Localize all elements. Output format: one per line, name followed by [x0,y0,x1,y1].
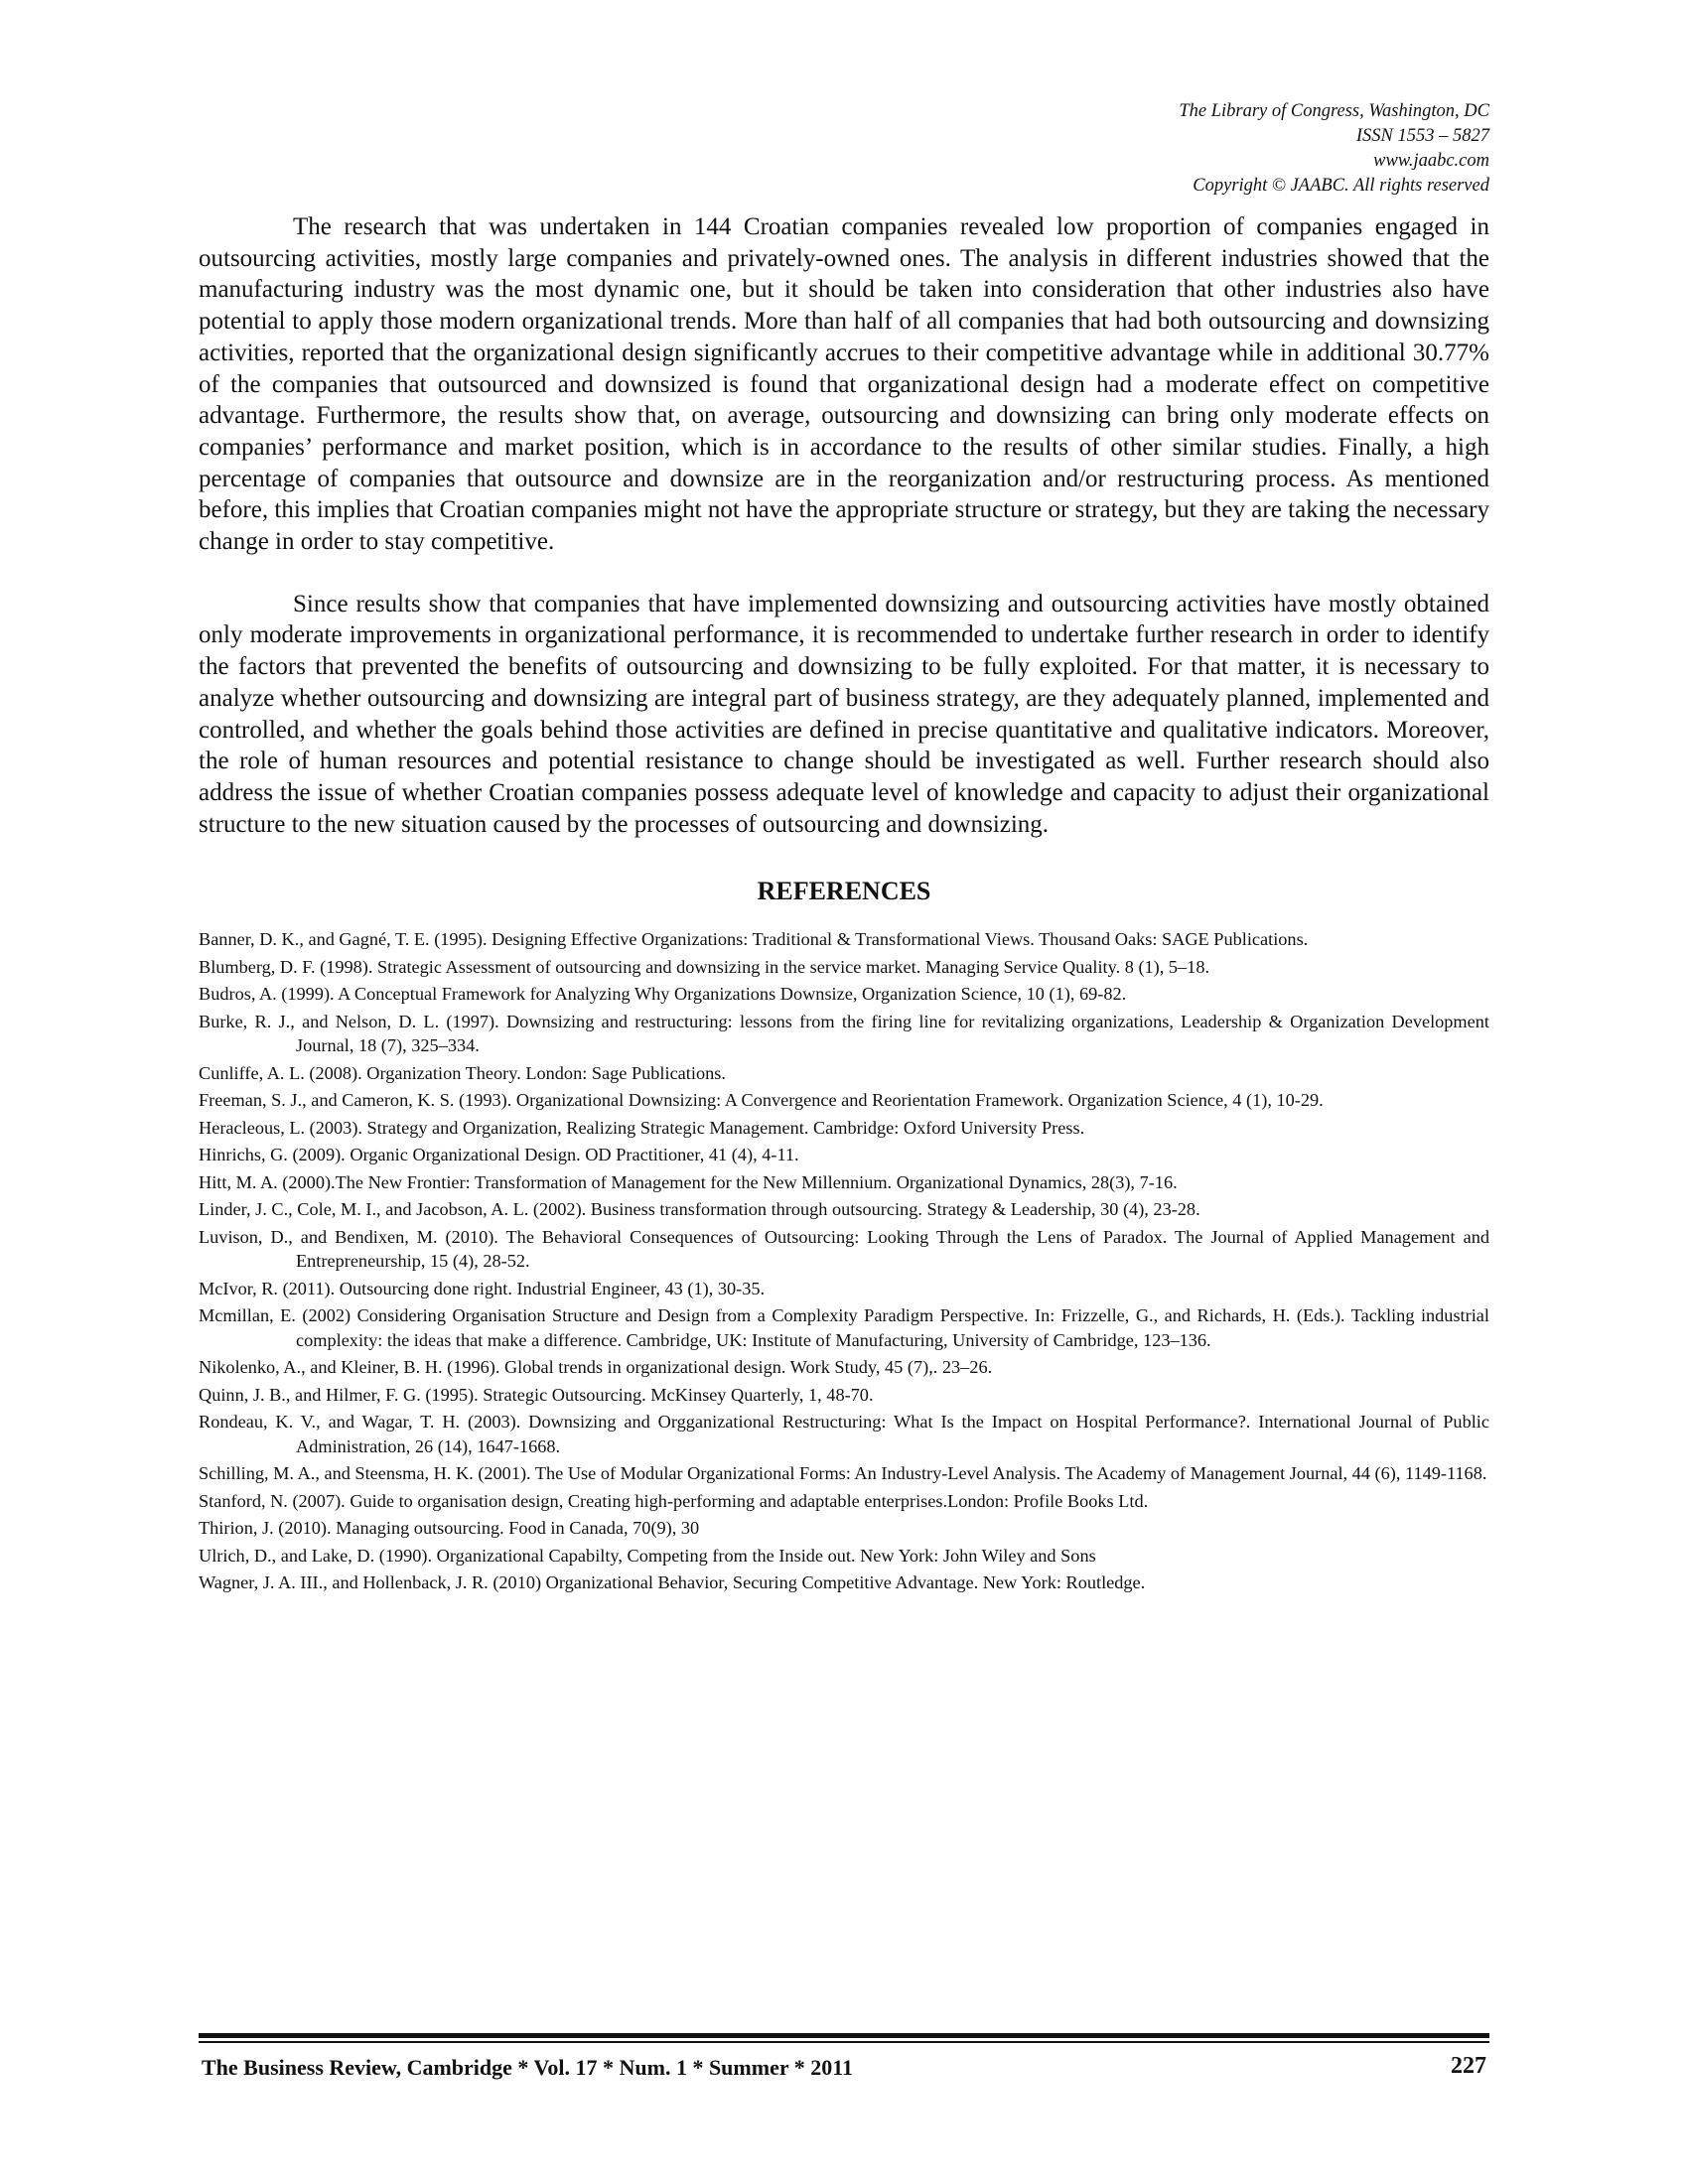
reference-item: Budros, A. (1999). A Conceptual Framework for Analyzing Why Organizations Downsize, Organization Science, 10 (1), 69-82. [199,984,1127,1005]
header-issn: ISSN 1553 – 5827 [1355,126,1489,146]
references-heading: REFERENCES [757,877,931,906]
reference-item: Heracleous, L. (2003). Strategy and Organization, Realizing Strategic Management. Cambridge: Oxford University Press. [199,1117,1085,1138]
header-website: www.jaabc.com [1373,151,1489,171]
reference-item: Banner, D. K., and Gagné, T. E. (1995). Designing Effective Organizations: Traditional & Transformational Views. Thousand Oaks: SAGE Publications. [199,929,1309,950]
reference-item: Cunliffe, A. L. (2008). Organization Theory. London: Sage Publications. [199,1062,726,1083]
reference-item: Linder, J. C., Cole, M. I., and Jacobson, A. L. (2002). Business transformation through outsourcing. Strategy & Leadership, 30 (4), 23-28. [199,1199,1200,1220]
body-paragraph: Since results show that companies that have implemented downsizing and outsourcing activities have mostly obtained only moderate improvements in organizational performance, it is recommended to undertake further research in order to identify the factors that prevented the benefits of outsourcing and downsizing to be fully exploited. For that matter, it is necessary to analyze whether outsourcing and downsizing are integral part of business strategy, are they adequately planned, implemented and controlled, and whether the goals behind those activities are defined in precise quantitative and qualitative indicators. Moreover, the role of human resources and potential resistance to change should be investigated as well. Further research should also address the issue of whether Croatian companies possess adequate level of knowledge and capacity to adjust their organizational structure to the new situation caused by the processes of outsourcing and downsizing. [199,590,1489,838]
header-copyright: Copyright © JAABC. All rights reserved [1193,176,1489,196]
reference-item: Freeman, S. J., and Cameron, K. S. (1993). Organizational Downsizing: A Convergence and Reorientation Framework. Organization Science, 4 (1), 10-29. [199,1090,1324,1111]
reference-item: Hitt, M. A. (2000).The New Frontier: Transformation of Management for the New Millennium. Organizational Dynamics, 28(3), 7-16. [199,1171,1178,1192]
reference-item: Schilling, M. A., and Steensma, H. K. (2001). The Use of Modular Organizational Forms: An Industry-Level Analysis. The Academy of Management Journal, 44 (6), 1149-1168. [199,1463,1487,1484]
reference-item: Thirion, J. (2010). Managing outsourcing. Food in Canada, 70(9), 30 [199,1518,700,1539]
footer-divider [199,2041,1489,2043]
body-paragraph: The research that was undertaken in 144 Croatian companies revealed low proportion of companies engaged in outsourcing activities, mostly large companies and privately-owned ones. The analysis in different industries showed that the manufacturing industry was the most dynamic one, but it should be taken into consideration that other industries also have potential to apply those modern organizational trends. More than half of all companies that had both outsourcing and downsizing activities, reported that the organizational design significantly accrues to their competitive advantage while in additional 30.77% of the companies that outsourced and downsized is found that organizational design had a moderate effect on competitive advantage. Furthermore, the results show that, on average, outsourcing and downsizing can bring only moderate effects on companies’ performance and market position, which is in accordance to the results of other similar studies. Finally, a high percentage of companies that outsource and downsize are in the reorganization and/or restructuring process. As mentioned before, this implies that Croatian companies might not have the appropriate structure or strategy, but they are taking the necessary change in order to stay competitive. [199,213,1489,556]
reference-item: Stanford, N. (2007). Guide to organisation design, Creating high-performing and adaptable enterprises.London: Profile Books Ltd. [199,1490,1149,1511]
reference-item: Ulrich, D., and Lake, D. (1990). Organizational Capabilty, Competing from the Inside out. New York: John Wiley and Sons [199,1545,1096,1566]
header-library: The Library of Congress, Washington, DC [1179,101,1489,121]
main-content [199,211,1489,1598]
reference-item: Blumberg, D. F. (1998). Strategic Assessment of outsourcing and downsizing in the service market. Managing Service Quality. 8 (1), 5–18. [199,956,1210,977]
reference-item: McIvor, R. (2011). Outsourcing done right. Industrial Engineer, 43 (1), 30-35. [199,1278,766,1298]
reference-item: Mcmillan, E. (2002) Considering Organisation Structure and Design from a Complexity Paradigm Perspective. In: Frizzelle, G., and Richards, H. (Eds.). Tackling industrial complexity: the ideas that make a difference. Cambridge, UK: Institute of Manufacturing, University of Cambridge, 123–136. [199,1305,1489,1350]
footer-journal-title: The Business Review, Cambridge * Vol. 17 * Num. 1 * Summer * 2011 [202,2055,853,2080]
page-number: 227 [1451,2053,1486,2079]
running-header [794,99,1489,199]
reference-item: Wagner, J. A. III., and Hollenback, J. R. (2010) Organizational Behavior, Securing Competitive Advantage. New York: Routledge. [199,1572,1146,1593]
reference-item: Nikolenko, A., and Kleiner, B. H. (1996). Global trends in organizational design. Work Study, 45 (7),. 23–26. [199,1357,993,1378]
reference-item: Quinn, J. B., and Hilmer, F. G. (1995). Strategic Outsourcing. McKinsey Quarterly, 1, 48-70. [199,1384,874,1405]
reference-item: Luvison, D., and Bendixen, M. (2010). The Behavioral Consequences of Outsourcing: Looking Through the Lens of Paradox. The Journal of Applied Management and Entrepreneurship, 15 (4), 28-52. [199,1226,1489,1272]
reference-item: Burke, R. J., and Nelson, D. L. (1997). Downsizing and restructuring: lessons from the firing line for revitalizing organizations, Leadership & Organization Development Journal, 18 (7), 325–334. [199,1011,1489,1056]
references-list [199,927,1489,1595]
reference-item: Rondeau, K. V., and Wagar, T. H. (2003). Downsizing and Orgganizational Restructuring: What Is the Impact on Hospital Performance?. International Journal of Public Administration, 26 (14), 1647-1668. [199,1412,1489,1456]
reference-item: Hinrichs, G. (2009). Organic Organizational Design. OD Practitioner, 41 (4), 4-11. [199,1145,799,1165]
footer-divider [199,2033,1489,2038]
